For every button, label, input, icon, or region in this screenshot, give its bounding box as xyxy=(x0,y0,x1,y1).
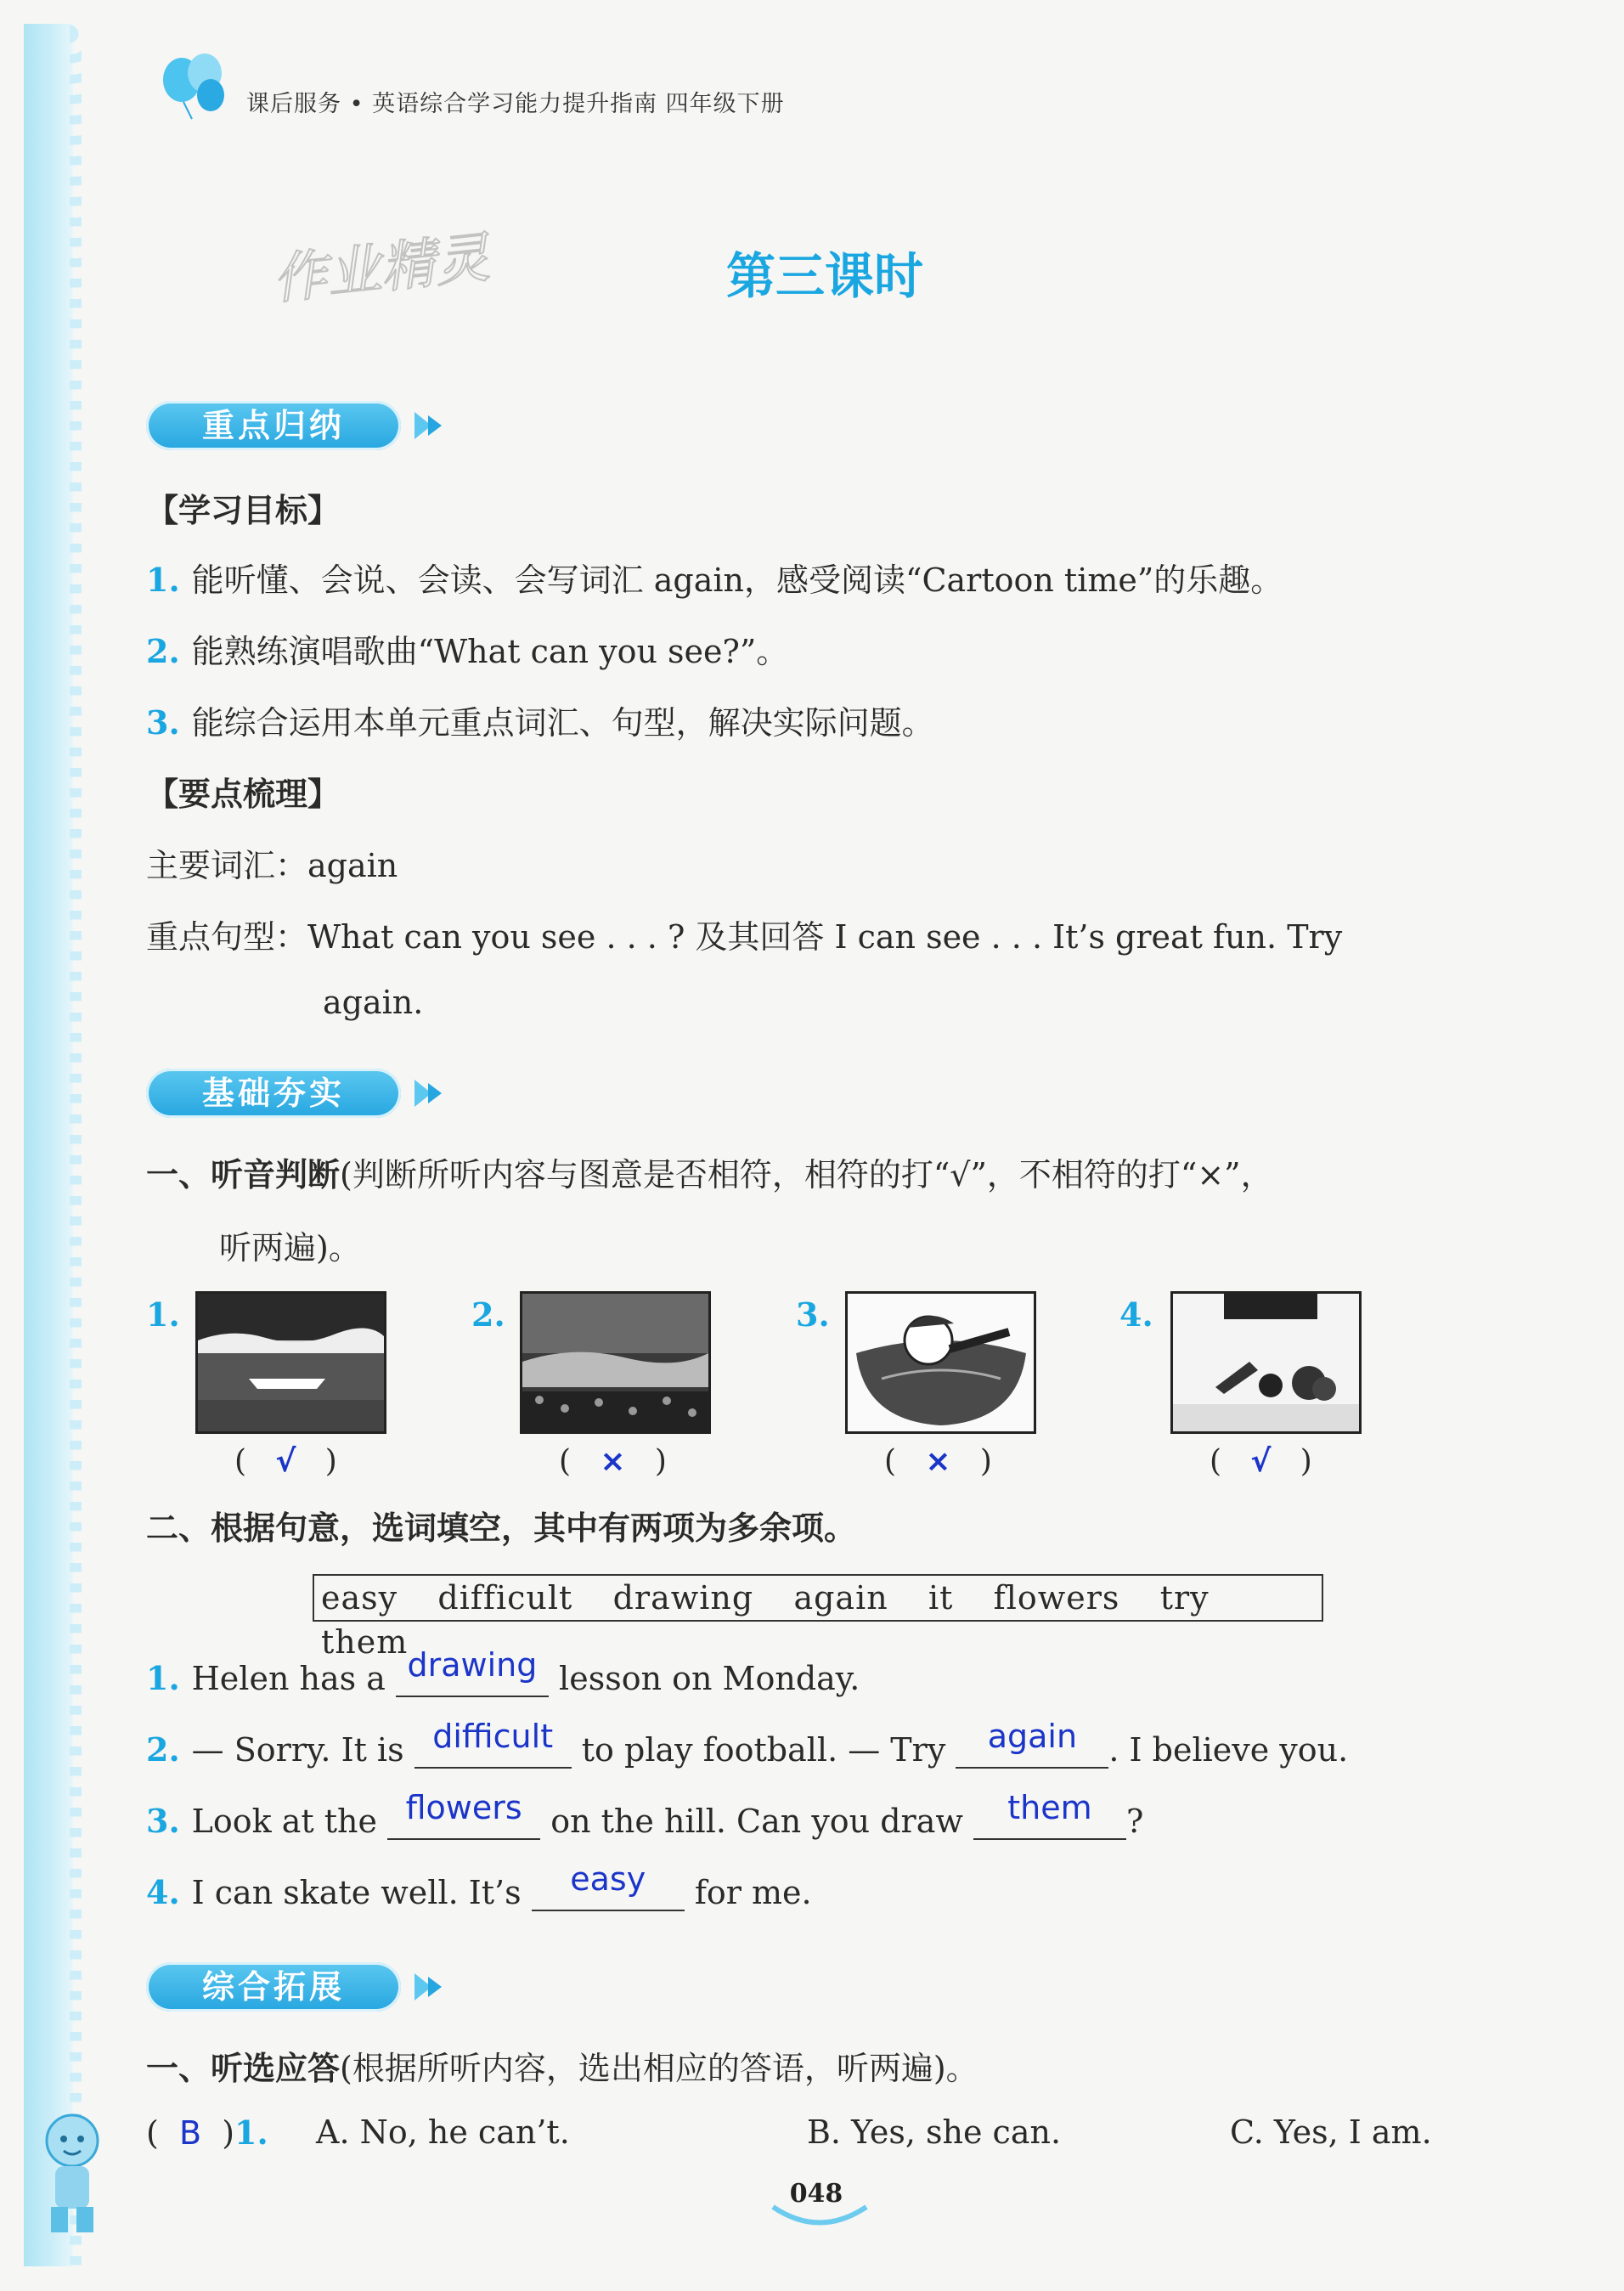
play-arrow-icon xyxy=(411,409,448,443)
sentence-text: — Sorry. It is xyxy=(191,1731,404,1769)
blank-answer: drawing xyxy=(407,1646,538,1684)
page-title: 第三课时 xyxy=(725,247,923,305)
pattern-line-continued: again. xyxy=(323,984,424,1021)
goal-2 xyxy=(146,625,788,672)
picture-number: 3. xyxy=(796,1295,830,1334)
vegetables-on-table-picture xyxy=(1170,1291,1362,1434)
goal-number: 2. xyxy=(146,632,180,670)
sentence-text: on the hill. Can you draw xyxy=(550,1803,963,1840)
vocab-line: 主要词汇：again xyxy=(146,847,398,884)
summary-heading: 【要点梳理】 xyxy=(146,776,341,813)
sentence-number: 4. xyxy=(146,1873,180,1911)
answer-mark: √ xyxy=(275,1444,296,1479)
answer-mark: × xyxy=(925,1444,951,1479)
listening-question-2 xyxy=(146,2042,978,2089)
answer-bracket: ( √ ) xyxy=(1210,1444,1312,1479)
goal-number: 3. xyxy=(146,703,180,742)
watermark-logo: 作业精灵 xyxy=(269,226,493,313)
answer-bracket: ( √ ) xyxy=(234,1444,337,1479)
boat-on-lake-picture xyxy=(195,1291,386,1434)
boy-swimming-picture xyxy=(845,1291,1036,1434)
sentence-text: lesson on Monday. xyxy=(559,1660,860,1697)
sentence-text: I can skate well. It’s xyxy=(191,1874,522,1911)
answer-blank[interactable] xyxy=(973,1789,1126,1840)
left-decorative-band xyxy=(24,24,73,2266)
answer-mark: × xyxy=(600,1444,626,1479)
fill-sentence-3 xyxy=(146,1789,1144,1840)
sentence-text: Helen has a xyxy=(191,1660,386,1697)
page-number-ornament-icon xyxy=(769,2200,871,2234)
answer-bracket: ( × ) xyxy=(884,1444,992,1479)
play-arrow-icon xyxy=(411,1076,448,1110)
goal-1 xyxy=(146,554,1283,601)
question-instruction: (判断所听内容与图意是否相符，相符的打“√”，不相符的打“×”， xyxy=(340,1156,1273,1193)
answer-mark: √ xyxy=(1250,1444,1272,1479)
goals-heading: 【学习目标】 xyxy=(146,492,341,529)
word-bank-item: it xyxy=(928,1579,954,1617)
goal-number: 1. xyxy=(146,561,180,599)
choice-item-1: ( B )1. xyxy=(146,2113,268,2152)
question-instruction: (根据所听内容，选出相应的答语，听两遍)。 xyxy=(340,2050,978,2087)
word-bank-item: them xyxy=(321,1623,409,1661)
question-instruction-continued: 听两遍)。 xyxy=(219,1229,361,1267)
word-bank-item: easy xyxy=(321,1579,398,1617)
pattern-line: 重点句型：What can you see . . . ? 及其回答 I can see . . . It’s great fun. Try xyxy=(146,918,1343,956)
goal-text: 能综合运用本单元重点词汇、句型，解决实际问题。 xyxy=(191,704,934,742)
word-bank-item: difficult xyxy=(437,1579,573,1617)
choice-answer: B xyxy=(178,2114,202,2152)
blank-answer: easy xyxy=(570,1860,646,1898)
section-pill-extension: 综合拓展 xyxy=(146,1962,401,2012)
question-title: 一、听选应答 xyxy=(146,2050,341,2087)
balloons-logo-icon xyxy=(158,53,234,121)
picture-number: 2. xyxy=(471,1295,505,1334)
blank-answer: difficult xyxy=(432,1718,554,1755)
goal-text: 能听懂、会说、会读、会写词汇 again，感受阅读“Cartoon time”的乐趣。 xyxy=(191,561,1283,599)
sentence-number: 2. xyxy=(146,1730,180,1769)
section-pill-basics: 基础夯实 xyxy=(146,1069,401,1118)
picture-number: 1. xyxy=(146,1295,180,1334)
option-a: A. No, he can’t. xyxy=(316,2113,570,2151)
blank-answer: again xyxy=(987,1718,1078,1755)
answer-blank[interactable] xyxy=(387,1789,540,1840)
word-bank-item: again xyxy=(793,1579,888,1617)
word-bank-item: drawing xyxy=(612,1579,754,1617)
play-arrow-icon xyxy=(411,1970,448,2004)
sentence-number: 3. xyxy=(146,1802,180,1840)
sentence-text: to play football. — Try xyxy=(581,1731,946,1769)
fill-sentence-1 xyxy=(146,1646,860,1697)
page-number: 048 xyxy=(789,2179,843,2209)
question-title: 一、听音判断 xyxy=(146,1156,341,1193)
answer-bracket: ( × ) xyxy=(559,1444,667,1479)
blank-answer: them xyxy=(1007,1789,1092,1826)
section-pill-key-points: 重点归纳 xyxy=(146,401,401,450)
sentence-text: Look at the xyxy=(191,1803,378,1840)
fill-sentence-4 xyxy=(146,1860,812,1911)
word-bank xyxy=(313,1574,1323,1661)
blank-answer: flowers xyxy=(405,1789,522,1826)
picture-number: 4. xyxy=(1119,1295,1153,1334)
running-header: 课后服务 • 英语综合学习能力提升指南 四年级下册 xyxy=(246,91,785,117)
listening-question-1 xyxy=(146,1148,1273,1195)
goal-3 xyxy=(146,697,934,743)
cartoon-kid-icon xyxy=(25,2107,119,2243)
field-with-flowers-picture xyxy=(520,1291,711,1434)
answer-blank[interactable] xyxy=(532,1860,685,1911)
word-bank-item: try xyxy=(1159,1579,1210,1617)
option-c: C. Yes, I am. xyxy=(1230,2113,1432,2151)
answer-blank[interactable] xyxy=(396,1646,549,1697)
answer-blank[interactable] xyxy=(414,1718,572,1769)
fill-sentence-2 xyxy=(146,1718,1349,1769)
answer-blank[interactable] xyxy=(956,1718,1108,1769)
sentence-text: . I believe you. xyxy=(1108,1731,1349,1769)
sentence-number: 1. xyxy=(146,1659,180,1697)
fill-in-question-title: 二、根据句意，选词填空，其中有两项为多余项。 xyxy=(146,1509,857,1547)
sentence-text: ? xyxy=(1125,1803,1144,1840)
sentence-text: for me. xyxy=(694,1874,812,1911)
item-number: 1. xyxy=(234,2113,268,2152)
goal-text: 能熟练演唱歌曲“What can you see?”。 xyxy=(191,633,789,670)
word-bank-item: flowers xyxy=(993,1579,1120,1617)
option-b: B. Yes, she can. xyxy=(807,2113,1062,2151)
